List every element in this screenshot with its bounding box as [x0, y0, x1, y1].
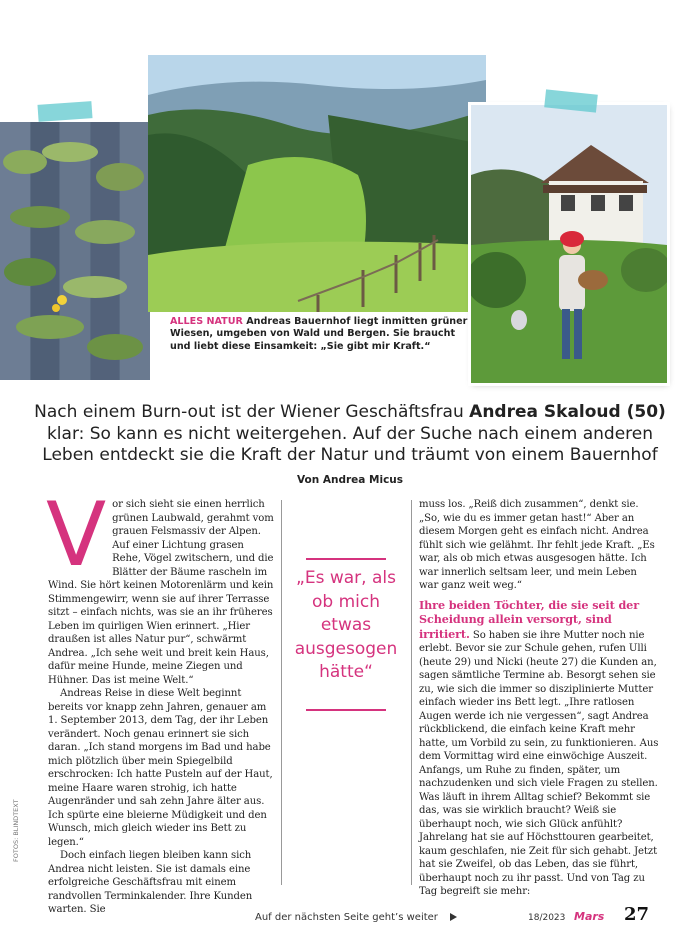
- byline: Von Andrea Micus: [296, 474, 404, 486]
- herbs-photo: [0, 122, 150, 380]
- column-divider: [281, 500, 282, 885]
- paragraph: [419, 599, 659, 899]
- article-column-left: [46, 483, 274, 917]
- continue-note: [255, 912, 457, 923]
- dropcap: V: [46, 483, 107, 586]
- paragraph: or sich sieht sie einen herrlich grünen Laubwald, gerahmt vom grauen Felsmassiv der Alpen. Auf einer Lichtung grasen Rehe, Vögel zwitschern, und die Blätter der Bäume rascheln im Wind. Sie hört keinen Motorenlärm und kein Stimmengewirr, wenn sie auf ihrer Terrasse sitzt – einfach nichts, was sie an ihr früheres Leben im quirligen Wien erinnert. „Hier draußen ist alles Natur pur“, schwärmt Andrea. „Ich sehe weit und breit kein Haus, dafür meine Hunde, meine Ziegen und Hühner. Das ist meine Welt.“: [48, 499, 274, 686]
- intro-text: [20, 402, 680, 467]
- intro-name: Andrea Skaloud (50): [469, 402, 666, 422]
- quote-rule: [306, 558, 386, 560]
- issue-number: 18/2023: [528, 913, 566, 923]
- landscape-photo: [148, 55, 486, 312]
- paragraph-text: So haben sie ihre Mutter noch nie erlebt. Bevor sie zur Schule gehen, rufen Ulli (heute 29) und Nicki (heute 27) die Kunden an, sagen sämtliche Termine ab. Besorgt sehen sie zu, wie sich die immer so disziplinierte Mutter einfach wieder ins Bett legt. „Ihre ratlosen Augen werde ich nie vergessen“, sagt Andrea rückblickend, die einfach keine Kraft mehr hatte, um Vorbild zu sein, zu funktionieren. Aus dem Vormittag wird eine einwöchige Auszeit. Anfangs, um Ruhe zu finden, später, um nachzudenken und sich viele Fragen zu stellen. Was läuft in ihrem Alltag schief? Bekommt sie das, was sie wirklich braucht? Weiß sie überhaupt noch, wie sich Glück anfühlt? Jahrelang hat sie auf Höchsttouren gearbeitet, kaum geschlafen, nie Zeit für sich gehabt. Jetzt hat sie Zweifel, ob das Leben, das sie führt, überhaupt noch zu ihr passt. Und von Tag zu Tag begreift sie mehr:: [419, 629, 659, 897]
- tape-decoration: [37, 101, 92, 122]
- article-column-right: [419, 498, 659, 899]
- photo-credit: FOTOS: BLINDTEXT: [12, 799, 20, 862]
- caption-text: Andreas Bauernhof liegt inmitten grüner Wiesen, umgeben von Wald und Bergen. Sie braucht und liebt diese Einsamkeit: „Sie gibt mir Kraft.“: [170, 316, 468, 352]
- page-number: 27: [624, 904, 650, 925]
- paragraph: muss los. „Reiß dich zusammen“, denkt sie. „So, wie du es immer getan hast!“ Aber an diesem Morgen geht es einfach nicht. Andrea fühlt sich wie gelähmt. Ihr fehlt jede Kraft. „Es war, als ob mich etwas ausgesogen hätte. Ich war innerlich seltsam leer, und mein Leben war ganz weit weg.“: [419, 499, 655, 591]
- continue-text: Auf der nächsten Seite geht’s weiter: [255, 912, 438, 923]
- paragraph: Doch einfach liegen bleiben kann sich Andrea nicht leisten. Sie ist damals eine erfolgreiche Geschäftsfrau mit einem randvollen Terminkalender. Ihre Kunden warten. Sie: [48, 850, 253, 915]
- intro-part2: klar: So kann es nicht weitergehen. Auf der Suche nach einem anderen Leben entdeckt sie die Kraft der Natur und träumt von einem Bauernhof: [42, 423, 658, 465]
- intro-part1: Nach einem Burn-out ist der Wiener Geschäftsfrau: [34, 402, 470, 422]
- subheading: Ihre beiden Töchter, die sie seit der Scheidung allein versorgt, sind irritiert.: [419, 597, 639, 641]
- magazine-logo: Mars: [574, 910, 605, 923]
- pull-quote: „Es war, als ob mich etwas ausgesogen hätte“: [294, 568, 398, 682]
- arrow-right-icon: [450, 913, 457, 921]
- caption-label: ALLES NATUR: [170, 316, 243, 327]
- farmhouse-photo: [471, 105, 667, 383]
- column-divider: [411, 500, 412, 885]
- paragraph: Andreas Reise in diese Welt beginnt bereits vor knapp zehn Jahren, genauer am 1. September 2013, dem Tag, der ihr Leben verändert. Noch genau erinnert sie sich daran. „Ich stand morgens im Bad und habe mich plötzlich über mein Spiegelbild erschrocken: Ich hatte Pusteln auf der Haut, meine Haare waren strohig, ich hatte Augenränder und sah zehn Jahre älter aus. Ich spürte eine bleierne Müdigkeit und den Wunsch, mich gleich wieder ins Bett zu legen.“: [48, 688, 273, 848]
- quote-rule: [306, 709, 386, 711]
- photo-caption: [170, 316, 470, 353]
